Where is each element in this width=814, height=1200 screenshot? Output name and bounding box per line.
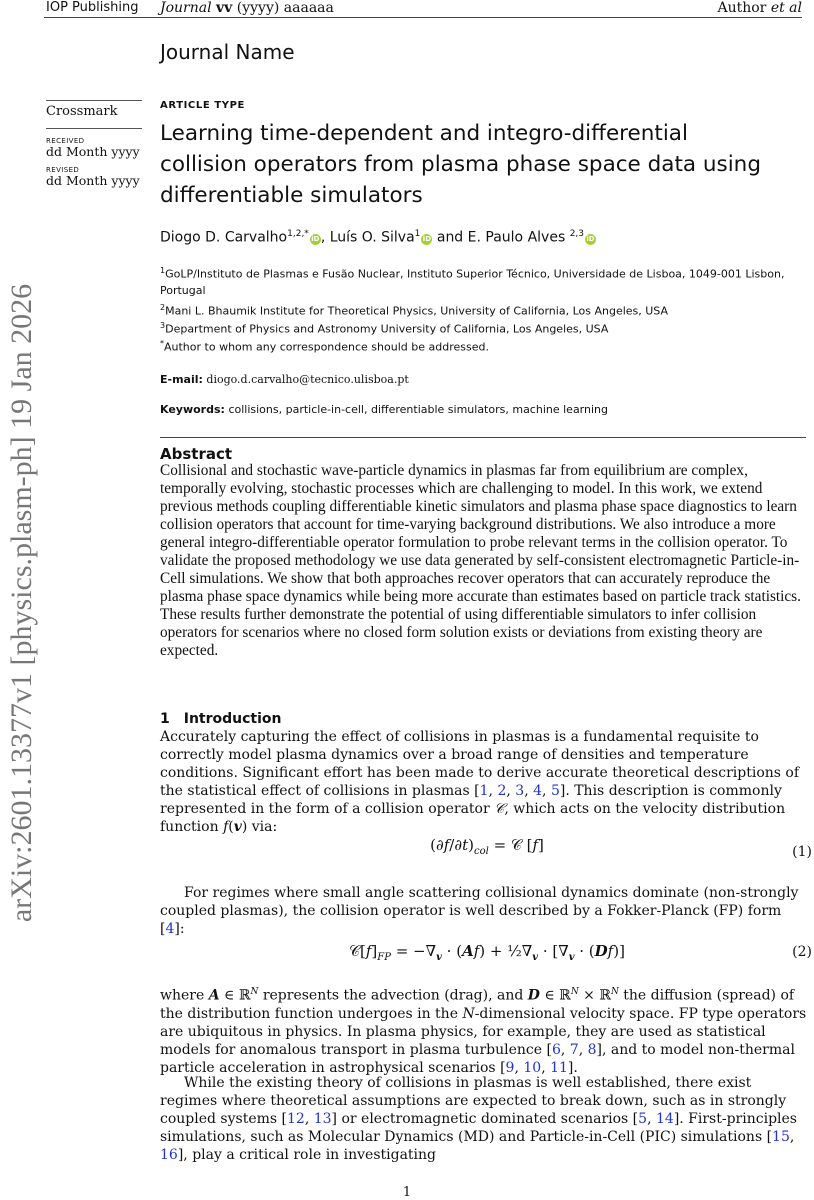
page-number: 1 — [402, 1185, 412, 1200]
header-rule — [44, 17, 802, 18]
publisher-name: IOP Publishing — [46, 0, 139, 15]
revised-label: REVISED — [46, 166, 80, 174]
abstract-rule — [160, 437, 806, 438]
orcid-icon[interactable]: iD — [422, 234, 432, 243]
author-name: E. Paulo Alves — [467, 229, 566, 246]
received-label: RECEIVED — [46, 137, 85, 145]
body-paragraph: where A ∈ ℝ$^N$ represents the advection (drag), and D ∈ ℝ$^N$ × ℝ$^N$ the diffusion (spread) of the distribution function undergoes in the N-dimensional velocity space. FP type operators are ubiquitous in physics. In plasma physics, for example, they are used as statistical models for anomalous transport in plasma turbulence [6, 7, 8], and to model non-thermal particle acceleration in astrophysical scenarios [9, 10, 11]. — [160, 987, 807, 1076]
author-name: Diogo D. Carvalho — [160, 229, 288, 246]
orcid-icon[interactable]: iD — [311, 234, 320, 243]
running-journal: Journal vv (yyyy) aaaaaa — [160, 0, 334, 16]
email-link[interactable]: diogo.d.carvalho@tecnico.ulisboa.pt — [206, 373, 409, 386]
email-line: E-mail: diogo.d.carvalho@tecnico.ulisboa.pt — [160, 373, 409, 386]
orcid-icon[interactable]: iD — [586, 234, 595, 243]
sidebar-rule — [46, 128, 142, 129]
journal-name: Journal Name — [160, 40, 295, 64]
revised-value: dd Month yyyy — [46, 173, 140, 188]
abstract-heading: Abstract — [160, 445, 233, 463]
received-value: dd Month yyyy — [46, 144, 140, 159]
arxiv-identifier: arXiv:2601.13377v1 [physics.plasm-ph] 19 Jan 2026 — [5, 283, 38, 923]
affiliation: *Author to whom any correspondence should be addressed. — [160, 339, 489, 354]
paper-title: Learning time-dependent and integro-differential collision operators from plasma phase space data using differentiable simulators — [160, 121, 761, 208]
author-list: Diogo D. Carvalho$^{1,2,*}$ iD, Luís O. Silva$^1$ iD and E. Paulo Alves $^{2,3}$ iD — [160, 229, 595, 246]
equation-1: $(\partial f/\partial t)_{col}$ = 𝒞 [f] (1) — [430, 836, 812, 860]
body-paragraph: Accurately capturing the effect of collisions in plasmas is a fundamental requisite to correctly model plasma dynamics over a broad range of densities and temperature conditions. Significant effort has been made to derive accurate theoretical descriptions of the statistical effect of collisions in plasmas [1, 2, 3, 4, 5]. This description is commonly represented in the form of a collision operator 𝒞, which acts on the velocity distribution function f(v) via: — [160, 729, 800, 835]
body-paragraph: While the existing theory of collisions in plasmas is well established, there exist regimes where theoretical assumptions are expected to break down, such as in strongly coupled systems [12, 13] or electromagnetic dominated scenarios [5, 14]. First-principles simulations, such as Molecular Dynamics (MD) and Particle-in-Cell (PIC) simulations [15, 16], play a critical role in investigating — [160, 1075, 797, 1163]
author-name: Luís O. Silva — [329, 229, 415, 246]
section-heading: 1 Introduction — [160, 711, 282, 727]
equation-2: $𝒞[f]_{FP} = -\nabla_v \cdot (Af)$ + $\frac{1}{2}\nabla_v \cdot [\nabla_v \cdot (Df)]$ (2) — [349, 942, 812, 963]
affiliation: $^3$Department of Physics and Astronomy University of California, Los Angeles, USA — [160, 321, 609, 336]
sidebar-rule — [46, 100, 142, 101]
affiliation: $^1$GoLP/Instituto de Plasmas e Fusão Nuclear, Instituto Superior Técnico, Universidade de Lisboa, 1049-001 Lisbon, Portugal — [160, 266, 785, 297]
body-paragraph: For regimes where small angle scattering collisional dynamics dominate (non-strongly coupled plasmas), the collision operator is well described by a Fokker-Planck (FP) form [4]: — [160, 885, 799, 937]
running-author: Author et al — [717, 0, 802, 16]
keywords-line: Keywords: collisions, particle-in-cell, differentiable simulators, machine learning — [160, 403, 608, 416]
article-type: ARTICLE TYPE — [160, 100, 245, 111]
affiliation: $^2$Mani L. Bhaumik Institute for Theoretical Physics, University of California, Los Angeles, USA — [160, 303, 669, 318]
abstract-text: Collisional and stochastic wave-particle dynamics in plasmas far from equilibrium are complex, temporally evolving, stochastic processes which are challenging to model. In this work, we extend previous methods coupling differentiable kinetic simulators and plasma phase space diagnostics to learn collision operators that account for time-varying background distributions. We also introduce a more general integro-differentiable operator formulation to probe relevant terms in the collision operator. To validate the proposed methodology we use data generated by self-consistent electromagnetic Particle-in-Cell simulations. We show that both approaches recover operators that can accurately reproduce the plasma phase space dynamics while being more accurate than estimates based on particle track statistics. These results further demonstrate the potential of using differentiable simulators to infer collision operators for scenarios where no closed form solution exists or deviations from existing theory are expected. — [160, 462, 801, 659]
crossmark-link[interactable]: Crossmark — [46, 104, 118, 119]
